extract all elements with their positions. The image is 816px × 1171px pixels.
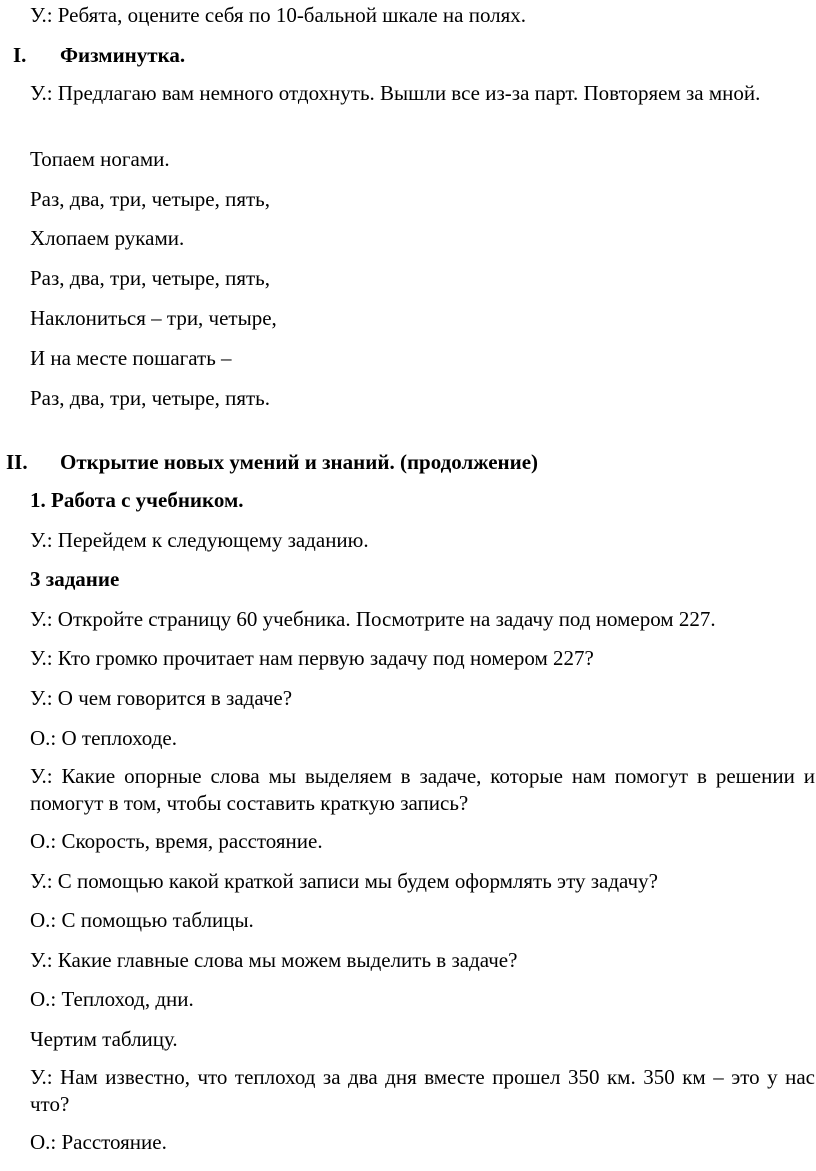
poem-line: Хлопаем руками.: [30, 226, 185, 250]
task-label: 3 задание: [30, 567, 120, 591]
dialog-line: Чертим таблицу.: [30, 1027, 178, 1051]
dialog-line: О.: О теплоходе.: [30, 726, 177, 750]
poem-line: Раз, два, три, четыре, пять,: [30, 266, 271, 290]
text-line: У.: Перейдем к следующему заданию.: [30, 528, 369, 552]
text-line: У.: Ребята, оцените себя по 10-бальной шкале на полях.: [30, 3, 527, 27]
dialog-line: У.: О чем говорится в задаче?: [30, 686, 293, 710]
section-number: I.: [13, 43, 27, 67]
section-title: Физминутка.: [60, 43, 186, 67]
dialog-paragraph: У.: Нам известно, что теплоход за два дня вместе прошел 350 км. 350 км – это у нас что?: [30, 1065, 815, 1116]
dialog-line: О.: Расстояние.: [30, 1130, 167, 1154]
dialog-line: У.: Откройте страницу 60 учебника. Посмотрите на задачу под номером 227.: [30, 607, 716, 631]
dialog-line: У.: Кто громко прочитает нам первую задачу под номером 227?: [30, 646, 594, 670]
dialog-line: О.: С помощью таблицы.: [30, 908, 254, 932]
dialog-paragraph: У.: Какие опорные слова мы выделяем в задаче, которые нам помогут в решении и помогут в том, чтобы составить краткую запись?: [30, 764, 815, 815]
paragraph: У.: Предлагаю вам немного отдохнуть. Вышли все из-за парт. Повторяем за мной.: [30, 81, 761, 105]
dialog-line: О.: Скорость, время, расстояние.: [30, 829, 323, 853]
dialog-line: У.: Какие главные слова мы можем выделить в задаче?: [30, 948, 518, 972]
poem-line: Раз, два, три, четыре, пять,: [30, 187, 271, 211]
section-number: II.: [6, 450, 28, 474]
poem-line: Раз, два, три, четыре, пять.: [30, 386, 271, 410]
section-title: Открытие новых умений и знаний. (продолжение): [60, 450, 539, 474]
poem-line: Наклониться – три, четыре,: [30, 306, 277, 330]
poem-line: И на месте пошагать –: [30, 346, 232, 370]
poem-line: Топаем ногами.: [30, 147, 170, 171]
dialog-line: У.: С помощью какой краткой записи мы будем оформлять эту задачу?: [30, 869, 658, 893]
dialog-line: О.: Теплоход, дни.: [30, 987, 194, 1011]
subheading: 1. Работа с учебником.: [30, 488, 244, 512]
